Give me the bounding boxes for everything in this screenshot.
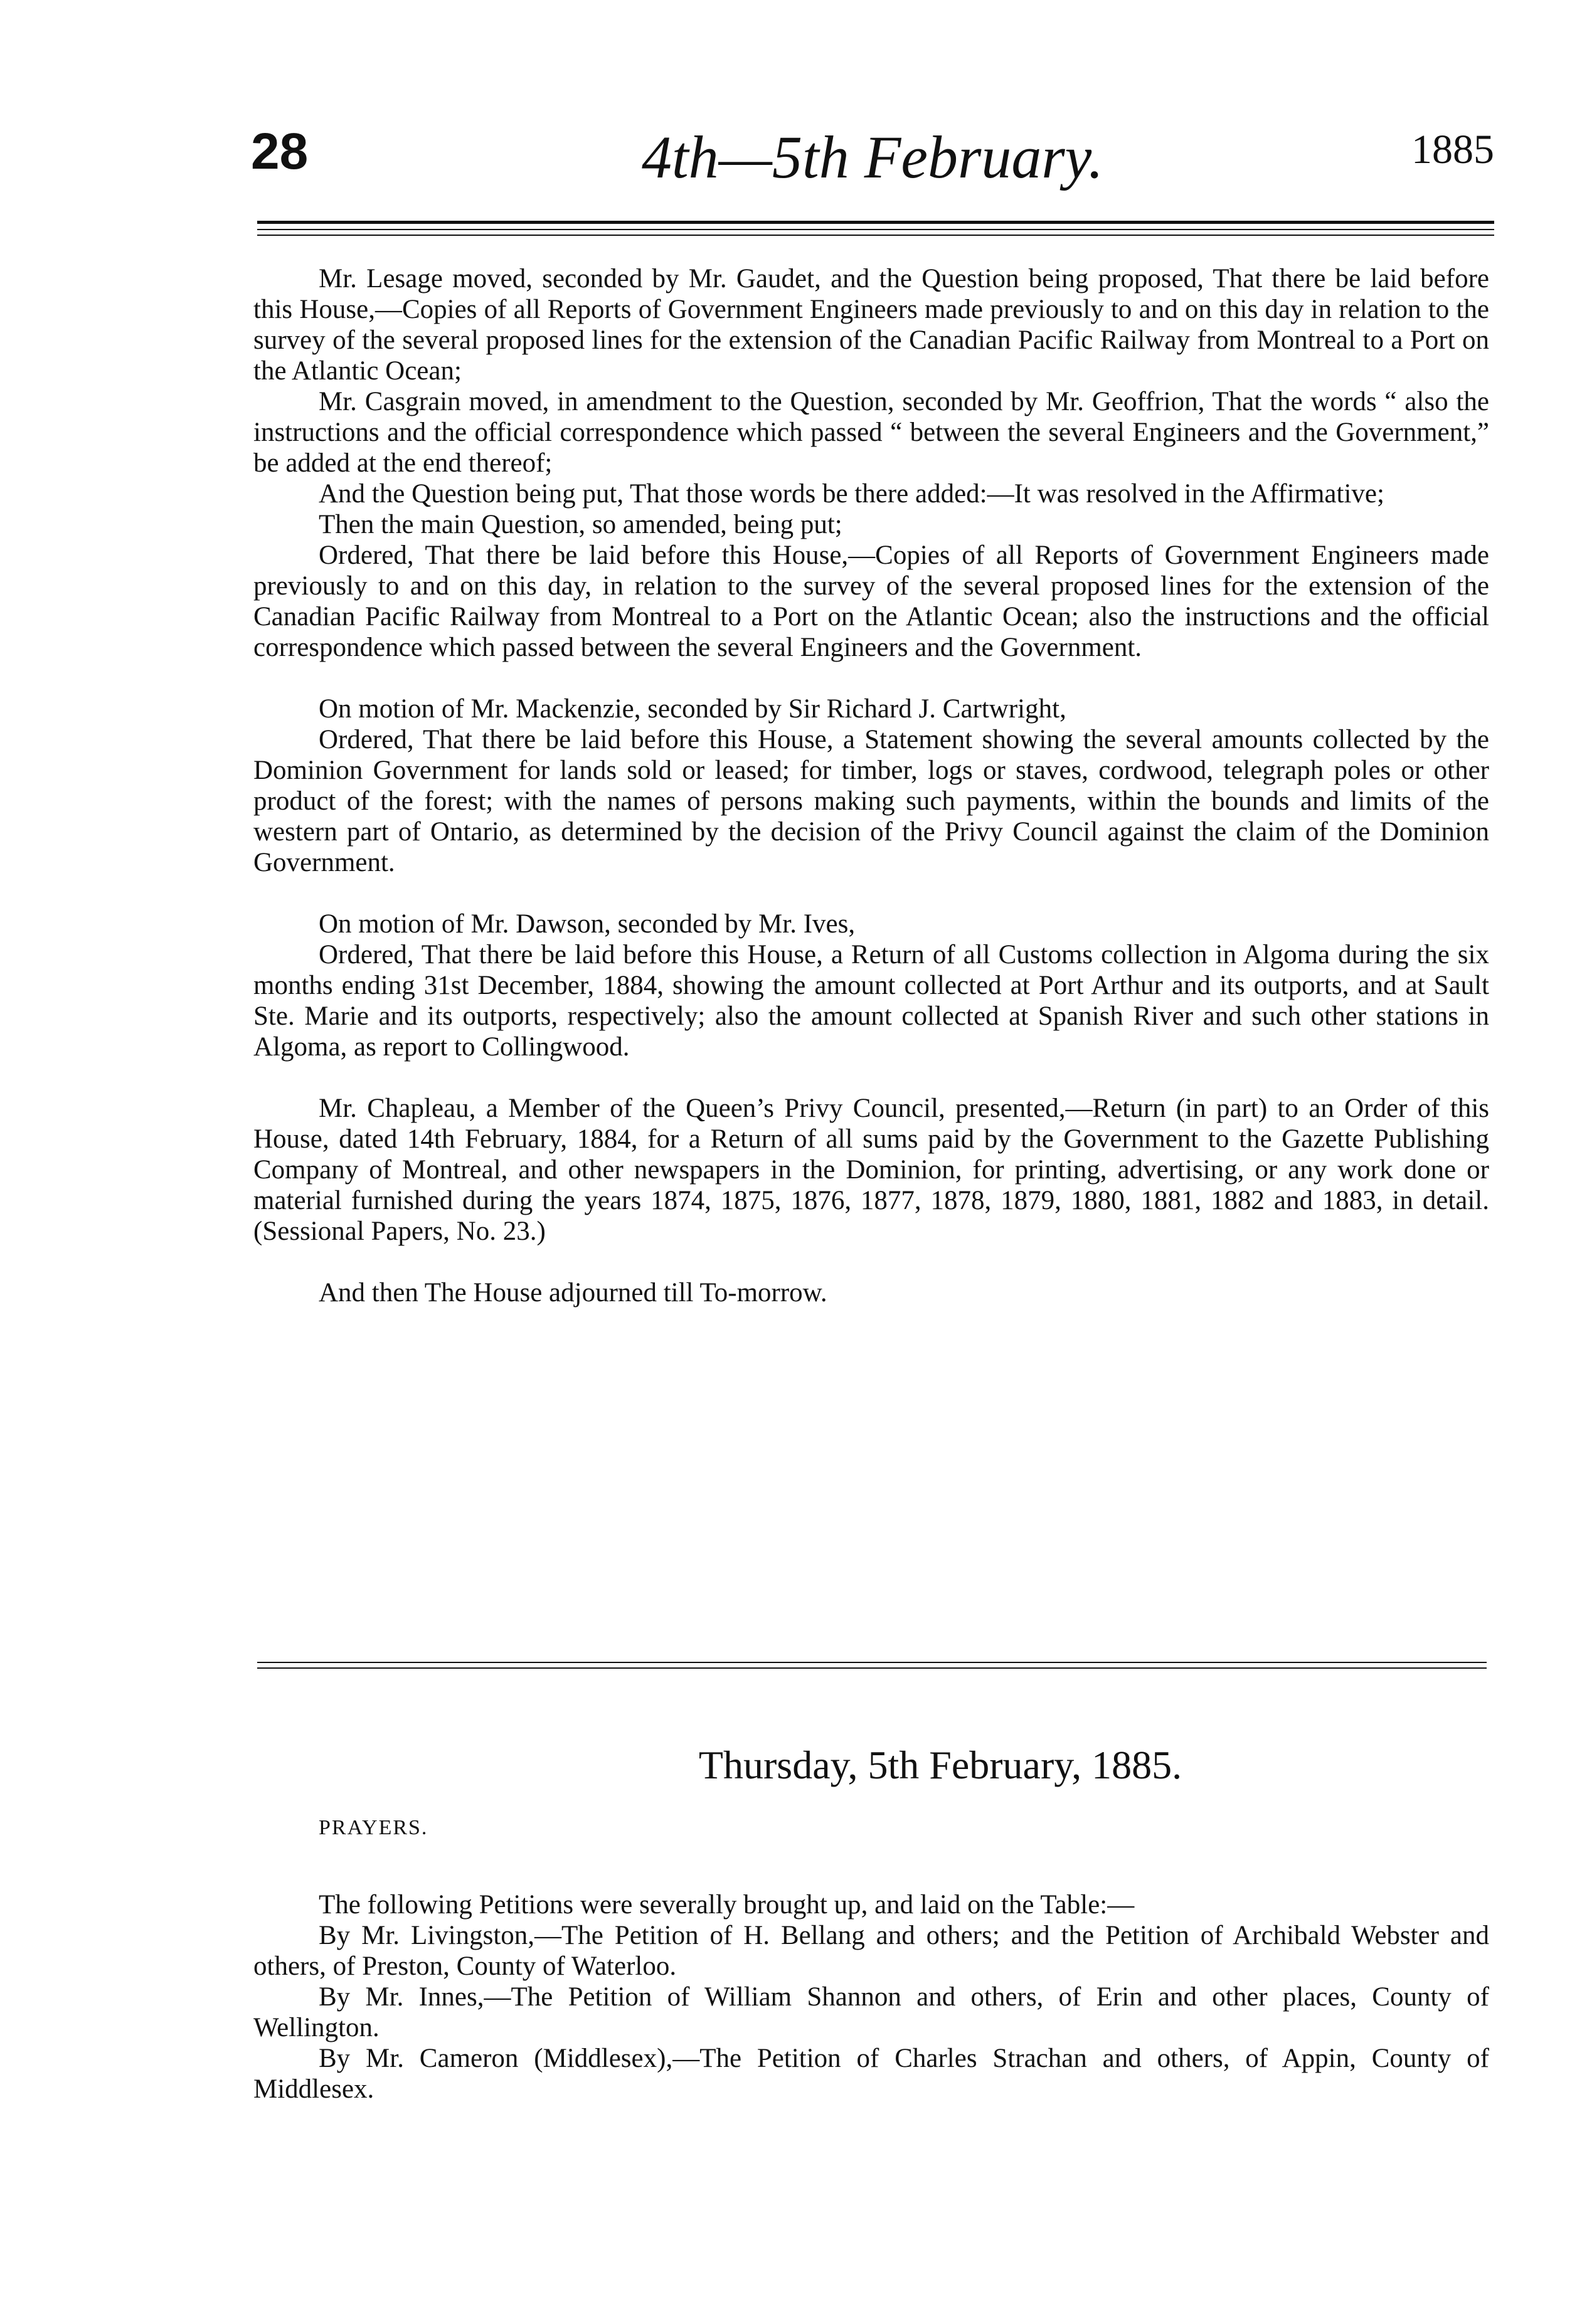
paragraph: The following Petitions were severally brought up, and laid on the Table:— [319, 1890, 1135, 1920]
paragraph: Then the main Question, so amended, being put; [319, 510, 842, 539]
paragraph: By Mr. Livingston,—The Petition of H. Bellang and others; and the Petition of Archibald Webster and others, of Preston, County of Waterloo. [253, 1921, 1489, 1981]
paragraph: And the Question being put, That those words be there added:—It was resolved in the Affirmative; [319, 479, 1384, 509]
paragraph: Ordered, That there be laid before this House,—Copies of all Reports of Government Engineers made previously to and on this day, in relation to the survey of the several proposed lines for the extension of the Canadian Pacific Railway from Montreal to a Port on the Atlantic Ocean; also the instructions and the official correspondence which passed between the several Engineers and the Government. [253, 541, 1489, 662]
running-header [251, 122, 1494, 191]
paragraph: Mr. Casgrain moved, in amendment to the Question, seconded by Mr. Geoffrion, That the words “ also the instructions and the official correspondence which passed “ between the several Engineers and the Government,” be added at the end thereof; [253, 387, 1489, 478]
prayers-label: PRAYERS. [319, 1816, 428, 1839]
page-number: 28 [251, 123, 309, 180]
paragraph: And then The House adjourned till To-morrow. [319, 1278, 827, 1307]
proceedings-feb5 [253, 1743, 1489, 2105]
paragraph: Ordered, That there be laid before this House, a Return of all Customs collection in Algoma during the six months ending 31st December, 1884, showing the amount collected at Port Arthur and its outports, and at Sault Ste. Marie and its outports, respectively; also the amount collected at Spanish River and such other stations in Algoma, as report to Collingwood. [253, 940, 1489, 1062]
paragraph: Ordered, That there be laid before this House, a Statement showing the several amounts collected by the Dominion Government for lands sold or leased; for timber, logs or staves, cordwood, telegraph poles or other product of the forest; with the names of persons making such payments, within the bounds and limits of the western part of Ontario, as determined by the decision of the Privy Council against the claim of the Dominion Government. [253, 725, 1489, 877]
page-title: 4th—5th February. [642, 124, 1103, 191]
paragraph: On motion of Mr. Dawson, seconded by Mr. Ives, [319, 909, 856, 939]
paragraph: By Mr. Cameron (Middlesex),—The Petition of Charles Strachan and others, of Appin, County of Middlesex. [253, 2044, 1489, 2104]
page-year: 1885 [1411, 127, 1494, 172]
header-rule [257, 221, 1494, 236]
section-rule [257, 1662, 1487, 1669]
paragraph: On motion of Mr. Mackenzie, seconded by Sir Richard J. Cartwright, [319, 694, 1066, 724]
paragraph: By Mr. Innes,—The Petition of William Shannon and others, of Erin and other places, County of Wellington. [253, 1982, 1489, 2042]
proceedings-feb4 [253, 263, 1489, 1308]
day-heading: Thursday, 5th February, 1885. [698, 1743, 1182, 1787]
paragraph: Mr. Chapleau, a Member of the Queen’s Privy Council, presented,—Return (in part) to an Order of this House, dated 14th February, 1884, for a Return of all sums paid by the Government to the Gazette Publishing Company of Montreal, and other newspapers in the Dominion, for printing, advertising, or any work done or material furnished during the years 1874, 1875, 1876, 1877, 1878, 1879, 1880, 1881, 1882 and 1883, in detail. (Sessional Papers, No. 23.) [253, 1094, 1489, 1246]
paragraph: Mr. Lesage moved, seconded by Mr. Gaudet, and the Question being proposed, That there be laid before this House,—Copies of all Reports of Government Engineers made previously to and on this day in relation to the survey of the several proposed lines for the extension of the Canadian Pacific Railway from Montreal to a Port on the Atlantic Ocean; [253, 264, 1489, 386]
